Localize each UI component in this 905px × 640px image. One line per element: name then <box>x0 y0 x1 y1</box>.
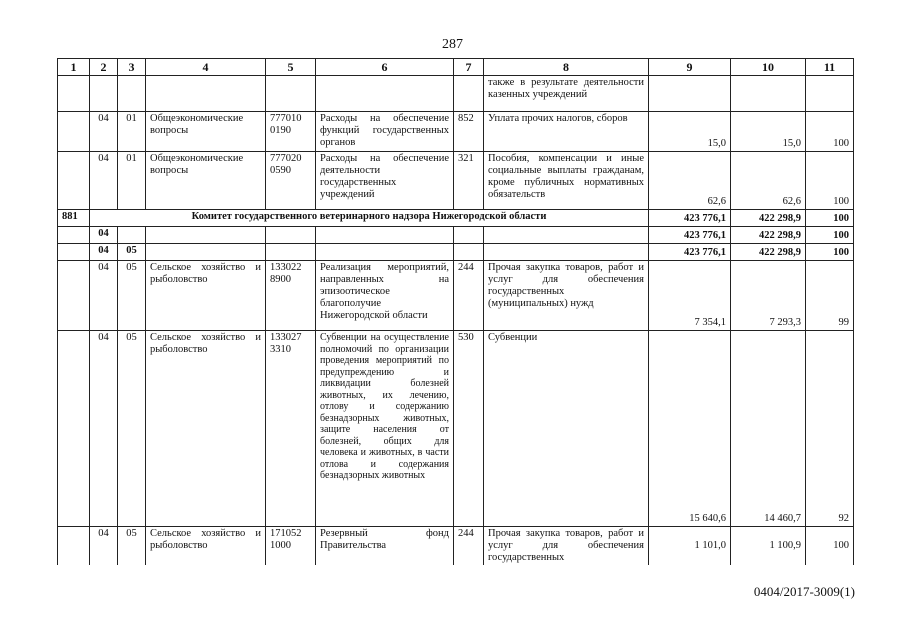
cell-article-name: Резервный фонд Правительства <box>316 527 454 566</box>
col-header-2: 2 <box>90 59 118 76</box>
cell-plan: 15,0 <box>649 112 731 152</box>
cell-plan <box>649 76 731 112</box>
cell-section-name: Сельское хозяйство и рыболовство <box>146 527 266 566</box>
cell-plan: 62,6 <box>649 152 731 210</box>
cell-actual: 7 293,3 <box>731 261 806 331</box>
col-header-4: 4 <box>146 59 266 76</box>
table-row <box>58 331 854 527</box>
cell-target-article <box>266 76 316 112</box>
col-header-6: 6 <box>316 59 454 76</box>
cell-expense-type <box>454 244 484 261</box>
cell-code <box>58 152 90 210</box>
cell-target-article: 777020 0590 <box>266 152 316 210</box>
cell-section <box>90 76 118 112</box>
column-number-row <box>58 59 854 76</box>
col-header-9: 9 <box>649 59 731 76</box>
page-number: 287 <box>442 37 463 52</box>
cell-actual: 422 298,9 <box>731 227 806 244</box>
cell-plan: 7 354,1 <box>649 261 731 331</box>
cell-target-article: 133027 3310 <box>266 331 316 527</box>
col-header-5: 5 <box>266 59 316 76</box>
col-header-11: 11 <box>806 59 854 76</box>
cell-target-article: 171052 1000 <box>266 527 316 566</box>
cell-section-name: Общеэкономические вопросы <box>146 112 266 152</box>
table-row <box>58 76 854 112</box>
table-row <box>58 527 854 566</box>
subtotal-row <box>58 244 854 261</box>
cell-code <box>58 112 90 152</box>
cell-actual: 422 298,9 <box>731 244 806 261</box>
cell-code <box>58 331 90 527</box>
table-row <box>58 152 854 210</box>
col-header-3: 3 <box>118 59 146 76</box>
cell-section-name <box>146 244 266 261</box>
cell-section: 04 <box>90 261 118 331</box>
cell-subsection: 05 <box>118 244 146 261</box>
cell-subsection <box>118 227 146 244</box>
cell-plan: 423 776,1 <box>649 227 731 244</box>
cell-expense-type: 244 <box>454 527 484 566</box>
cell-plan: 15 640,6 <box>649 331 731 527</box>
cell-actual <box>731 76 806 112</box>
document-code: 0404/2017-3009(1) <box>753 584 855 599</box>
cell-section: 04 <box>90 227 118 244</box>
cell-target-article: 133022 8900 <box>266 261 316 331</box>
col-header-8: 8 <box>484 59 649 76</box>
col-header-10: 10 <box>731 59 806 76</box>
cell-subsection: 05 <box>118 527 146 566</box>
cell-expense-name <box>484 227 649 244</box>
cell-percent <box>806 76 854 112</box>
cell-subsection: 05 <box>118 261 146 331</box>
cell-target-article: 777010 0190 <box>266 112 316 152</box>
cell-subsection: 01 <box>118 112 146 152</box>
subtotal-row <box>58 227 854 244</box>
cell-expense-name: Прочая закупка товаров, работ и услуг для обеспечения государственных (муниципальных) нужд <box>484 261 649 331</box>
budget-table <box>57 58 854 565</box>
cell-article-name <box>316 227 454 244</box>
cell-percent: 100 <box>806 152 854 210</box>
cell-expense-type: 852 <box>454 112 484 152</box>
cell-section: 04 <box>90 112 118 152</box>
cell-expense-type <box>454 227 484 244</box>
col-header-1: 1 <box>58 59 90 76</box>
cell-article-name <box>316 244 454 261</box>
cell-section-name: Сельское хозяйство и рыболовство <box>146 261 266 331</box>
cell-percent: 100 <box>806 227 854 244</box>
cell-expense-type: 321 <box>454 152 484 210</box>
cell-expense-type: 530 <box>454 331 484 527</box>
cell-actual: 422 298,9 <box>731 210 806 227</box>
cell-section: 04 <box>90 527 118 566</box>
cell-code <box>58 244 90 261</box>
cell-section-name: Общеэкономические вопросы <box>146 152 266 210</box>
cell-expense-type: 244 <box>454 261 484 331</box>
cell-subsection: 01 <box>118 152 146 210</box>
cell-actual: 15,0 <box>731 112 806 152</box>
table-row <box>58 261 854 331</box>
committee-title: Комитет государственного ветеринарного надзора Нижегородской области <box>90 210 649 227</box>
cell-section-name <box>146 227 266 244</box>
cell-section: 04 <box>90 331 118 527</box>
cell-expense-name: Пособия, компенсации и иные социальные выплаты гражданам, кроме публичных нормативных обязательств <box>484 152 649 210</box>
col-header-7: 7 <box>454 59 484 76</box>
cell-code <box>58 76 90 112</box>
cell-expense-name: Прочая закупка товаров, работ и услуг для обеспечения государственных <box>484 527 649 566</box>
cell-section: 04 <box>90 152 118 210</box>
cell-expense-name: Субвенции <box>484 331 649 527</box>
cell-code <box>58 227 90 244</box>
cell-actual: 14 460,7 <box>731 331 806 527</box>
cell-target-article <box>266 227 316 244</box>
cell-percent: 100 <box>806 112 854 152</box>
cell-subsection <box>118 76 146 112</box>
cell-section-name: Сельское хозяйство и рыболовство <box>146 331 266 527</box>
cell-percent: 100 <box>806 244 854 261</box>
table-row <box>58 112 854 152</box>
cell-section-name <box>146 76 266 112</box>
cell-percent: 100 <box>806 210 854 227</box>
cell-code: 881 <box>58 210 90 227</box>
cell-article-name: Расходы на обеспечение деятельности государственных учреждений <box>316 152 454 210</box>
cell-percent: 92 <box>806 331 854 527</box>
cell-article-name: Субвенции на осуществление полномочий по организации проведения мероприятий по предупреждению и ликвидации болезней животных, их лечению, отлову и содержанию безнадзорных животных, защите населения от болезней, общих для человека и животных, в части отлова и содержания безнадзорных животных <box>316 331 454 527</box>
cell-actual: 1 100,9 <box>731 527 806 566</box>
cell-subsection: 05 <box>118 331 146 527</box>
cell-article-name: Реализация мероприятий, направленных на эпизоотическое благополучие Нижегородской области <box>316 261 454 331</box>
cell-expense-type <box>454 76 484 112</box>
committee-row <box>58 210 854 227</box>
cell-code <box>58 261 90 331</box>
cell-expense-name: Уплата прочих налогов, сборов <box>484 112 649 152</box>
cell-expense-name <box>484 244 649 261</box>
cell-expense-name: также в результате деятельности казенных учреждений <box>484 76 649 112</box>
cell-target-article <box>266 244 316 261</box>
cell-actual: 62,6 <box>731 152 806 210</box>
cell-code <box>58 527 90 566</box>
cell-plan: 423 776,1 <box>649 210 731 227</box>
cell-article-name: Расходы на обеспечение функций государственных органов <box>316 112 454 152</box>
cell-plan: 1 101,0 <box>649 527 731 566</box>
cell-plan: 423 776,1 <box>649 244 731 261</box>
cell-section: 04 <box>90 244 118 261</box>
cell-article-name <box>316 76 454 112</box>
cell-percent: 100 <box>806 527 854 566</box>
cell-percent: 99 <box>806 261 854 331</box>
